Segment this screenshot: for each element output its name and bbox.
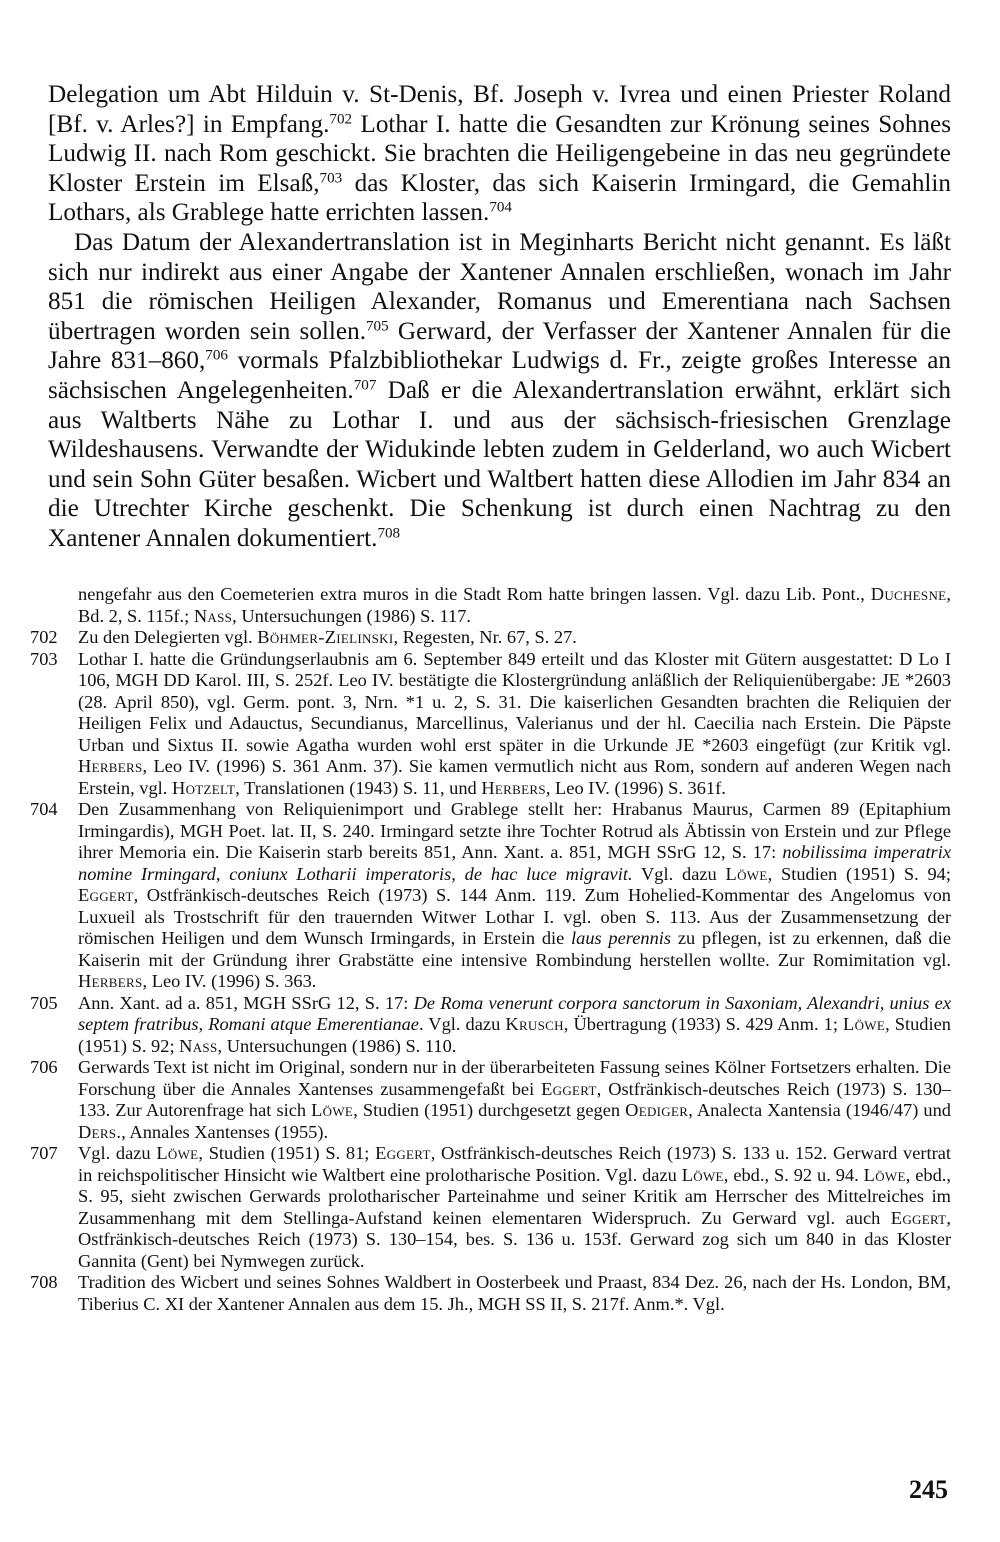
text-run: Gerwards Text ist nicht im Original, sondern nur in der überarbeiteten Fassung seines Kölner Fortsetzers erhalten. Die Forschung über die Annales Xantenses zusammengefaßt bei: [78, 1057, 951, 1099]
text-run: , Leo IV. (1996) S. 363.: [142, 971, 317, 991]
text-run: Ann. Xant. ad a. 851, MGH SSrG 12, S. 17:: [78, 992, 414, 1013]
author-name: Löwe: [681, 1164, 724, 1185]
text-run: vormals Pfalzbibliothekar Ludwigs d. Fr., zeigte großes Interesse an sächsischen Angelegenheiten.: [48, 347, 951, 404]
footnote-ref-703[interactable]: 703: [319, 170, 343, 187]
author-name: Löwe: [843, 1014, 886, 1034]
author-name: Nass: [193, 605, 233, 626]
text-run: das Kloster, das sich Kaiserin Irmingard, die Gemahlin Lothars, als Grablege hatte errichten lassen.: [48, 169, 952, 227]
author-name: Eggert: [541, 1078, 597, 1099]
footnote-ref-705[interactable]: 705: [366, 318, 389, 335]
text-run: , Untersuchungen (1986) S. 110.: [217, 1035, 457, 1056]
text-run: , Annales Xantenses (1955).: [121, 1121, 329, 1142]
text-run: , Ostfränkisch-deutsches Reich (1973) S. 144 Anm. 119. Zum Hohelied-Kommentar des Angelomus von Luxueil als Trostschrift für den trauernden Witwer Lothar I. vgl. oben S. 113. Aus der Zusammensetzung der römischen Heiligen und dem Wunsch Irmingards, in Erstein die: [78, 885, 951, 948]
author-name: Eggert: [375, 1143, 431, 1163]
footnote-704: [30, 799, 951, 993]
text-run: , Ostfränkisch-deutsches Reich (1973) S. 130–154, bes. S. 136 u. 153f. Gerward zog sich um 840 in das Kloster Gannita (Gent) bei Nymwegen zurück.: [78, 1207, 951, 1271]
author-name: Eggert: [78, 885, 134, 905]
footnote-706: [30, 1057, 952, 1143]
text-run: . Vgl. dazu: [418, 1014, 506, 1034]
footnote-703: [30, 648, 951, 800]
footnote-number: 702: [30, 627, 58, 647]
text-run: nengefahr aus den Coemeterien extra muros in die Stadt Rom hatte bringen lassen. Vgl. dazu Lib. Pont.,: [78, 584, 871, 604]
text-run: , Analecta Xantensia (1946/47) und: [688, 1100, 951, 1120]
text-run: , Translationen (1943) S. 11, und: [235, 777, 482, 798]
text-run: , Untersuchungen (1986) S. 117.: [232, 605, 472, 626]
paragraph-2: [48, 228, 951, 554]
author-name: Krusch: [505, 1014, 564, 1034]
paragraph-1: [48, 80, 951, 228]
author-name: Böhmer-Zielinski: [257, 627, 394, 647]
text-run: Vgl. dazu: [78, 1143, 157, 1163]
text-run: , Studien (1951) S. 92;: [78, 1014, 951, 1056]
main-text: [48, 80, 951, 554]
author-name: Nass: [179, 1035, 218, 1056]
text-run: , Ostfränkisch-deutsches Reich (1973) S. 130–133. Zur Autorenfrage hat sich: [78, 1078, 952, 1120]
text-run: Tradition des Wicbert und seines Sohnes Waldbert in Oosterbeek und Praast, 834 Dez. 26, nach der Hs. London, BM, Tiberius C. XI der Xantener Annalen aus dem 15. Jh., MGH SS II, S. 217f. Anm.*. Vgl.: [78, 1272, 951, 1314]
text-run: Delegation um Abt Hilduin v. St-Denis, Bf. Joseph v. Ivrea und einen Priester Roland [Bf. v. Arles?] in Empfang.: [48, 81, 951, 138]
text-run: , ebd., S. 95, sieht zwischen Gerwards prolotharischer Parteinahme und seiner Kritik am Herrscher des Mittelreiches im Zusammenhang mit dem Stellinga-Aufstand keinen elementaren Widerspruch. Zu Gerward vgl. auch: [78, 1164, 951, 1228]
author-name: Löwe: [311, 1100, 354, 1120]
author-name: Löwe: [725, 863, 768, 884]
author-name: Herbers: [78, 971, 143, 991]
body-text: [48, 80, 951, 554]
text-run: , Studien (1951) durchgesetzt gegen: [353, 1100, 626, 1120]
footnote-708: [30, 1272, 951, 1315]
text-run: , Leo IV. (1996) S. 361f.: [545, 777, 726, 798]
text-run: , Studien (1951) S. 94;: [767, 863, 951, 884]
footnote-ref-702[interactable]: 702: [329, 111, 353, 128]
footnote-continuation: [48, 584, 951, 627]
text-run: zu pflegen, ist zu erkennen, daß die Kaiserin mit der Gründung ihrer Grabstätte eine intensive Rombindung herstellen wollte. Zur Romimitation vgl.: [78, 928, 951, 970]
footnote-number: 703: [30, 648, 58, 669]
text-run: Den Zusammenhang von Reliquienimport und Grablege stellt her: Hrabanus Maurus, Carmen 89 (Epitaphium Irmingardis), MGH Poet. lat. II, S. 240. Irmingard setzte ihre Tochter Rotrud als Äbtissin von Erstein und zur Pflege ihrer Memoria ein. Die Kaiserin starb bereits 851, Ann. Xant. a. 851, MGH SSrG 12, S. 17:: [78, 799, 951, 862]
text-run: , Leo IV. (1996) S. 361 Anm. 37). Sie kamen vermutlich nicht aus Rom, sondern auf anderen Wegen nach Erstein, vgl.: [78, 756, 951, 798]
footnote-707: [30, 1143, 951, 1272]
text-run: Vgl. dazu: [632, 863, 726, 884]
text-run: Gerward, der Verfasser der Xantener Annalen für die Jahre 831–860,: [48, 317, 951, 375]
author-name: Hotzelt: [171, 777, 236, 798]
author-name: Duchesne: [870, 584, 947, 604]
author-name: Löwe: [863, 1164, 906, 1185]
author-name: Herbers: [481, 777, 546, 798]
text-run: , Ostfränkisch-deutsches Reich (1973) S. 133 u. 152. Gerward vertrat in reichspolitischer Hinsicht wie Waltbert eine prolotharische Position. Vgl. dazu: [78, 1143, 951, 1185]
author-name: Herbers: [78, 756, 143, 776]
author-name: Oediger: [625, 1100, 689, 1120]
footnote-ref-708[interactable]: 708: [377, 525, 401, 542]
latin-quote: laus perennis: [571, 928, 672, 948]
text-run: , ebd., S. 92 u. 94.: [723, 1164, 864, 1185]
footnote-ref-704[interactable]: 704: [489, 200, 512, 217]
text-run: , Regesten, Nr. 67, S. 27.: [393, 627, 577, 647]
footnote-ref-707[interactable]: 707: [353, 377, 377, 394]
footnote-number: 705: [30, 992, 58, 1013]
footnote-number: 704: [30, 799, 58, 819]
text-run: , Studien (1951) S. 81;: [198, 1143, 376, 1163]
author-name: Ders.: [78, 1121, 122, 1142]
text-run: Lothar I. hatte die Gründungserlaubnis am 6. September 849 erteilt und das Kloster mit Gütern ausgestattet: D Lo I 106, MGH DD Karol. III, S. 252f. Leo IV. bestätigte die Klostergründung anläßlich der Reliquienübergabe: JE *2603 (28. April 850), vgl. Germ. pont. 3, Nrn. *1 u. 2, S. 31. Die kaiserlichen Gesandten brachten die Reliquien der Heiligen Felix und Adauctus, Secundianus, Marcellinus, Valerianus und der hl. Caecilia nach Erstein. Die Päpste Urban und Sixtus II. sowie Agatha wurden wohl erst später in die Urkunde JE *2603 eingefügt (zur Kritik vgl.: [78, 648, 951, 755]
text-run: , Bd. 2, S. 115f.;: [78, 584, 951, 626]
text-run: , Übertragung (1933) S. 429 Anm. 1;: [563, 1014, 844, 1034]
footnote-705: [30, 992, 951, 1058]
footnote-number: 706: [30, 1057, 58, 1077]
footnote-702: [30, 627, 951, 649]
text-run: Das Datum der Alexandertranslation ist in Meginharts Bericht nicht genannt. Es läßt sich nur indirekt aus einer Angabe der Xantener Annalen erschließen, wonach im Jahr 851 die römischen Heiligen Alexander, Romanus und Emerentiana nach Sachsen übertragen worden sein sollen.: [48, 228, 951, 345]
latin-quote: De Roma venerunt corpora sanctorum in Saxoniam, Alexandri, unius ex septem fratribus, Romani atque Emerentianae: [78, 992, 951, 1034]
author-name: Eggert: [890, 1207, 947, 1228]
footnotes: [30, 584, 952, 1315]
footnote-number: 707: [30, 1143, 58, 1163]
text-run: Lothar I. hatte die Gesandten zur Krönung seines Sohnes Ludwig II. nach Rom geschickt. Sie brachten die Heiligengebeine in das neu gegründete Kloster Erstein im Elsaß,: [48, 110, 951, 197]
latin-quote: nobilissima imperatrix nomine Irmingard, coniunx Lotharii imperatoris, de hac luce migravit.: [78, 842, 951, 884]
author-name: Löwe: [156, 1143, 199, 1163]
page-number: 245: [909, 1475, 948, 1504]
text-run: Daß er die Alexandertranslation erwähnt, erklärt sich aus Waltberts Nähe zu Lothar I. und aus der sächsisch-friesischen Grenzlage Wildeshausens. Verwandte der Widukinde lebten zudem in Gelderland, wo auch Wicbert und sein Sohn Güter besaßen. Wicbert und Waltbert hatten diese Allodien im Jahr 834 an die Utrechter Kirche geschenkt. Die Schenkung ist durch einen Nachtrag zu den Xantener Annalen dokumentiert.: [48, 376, 952, 552]
footnote-number: 708: [30, 1272, 58, 1292]
text-run: Zu den Delegierten vgl.: [78, 627, 258, 647]
footnote-ref-706[interactable]: 706: [205, 348, 228, 365]
